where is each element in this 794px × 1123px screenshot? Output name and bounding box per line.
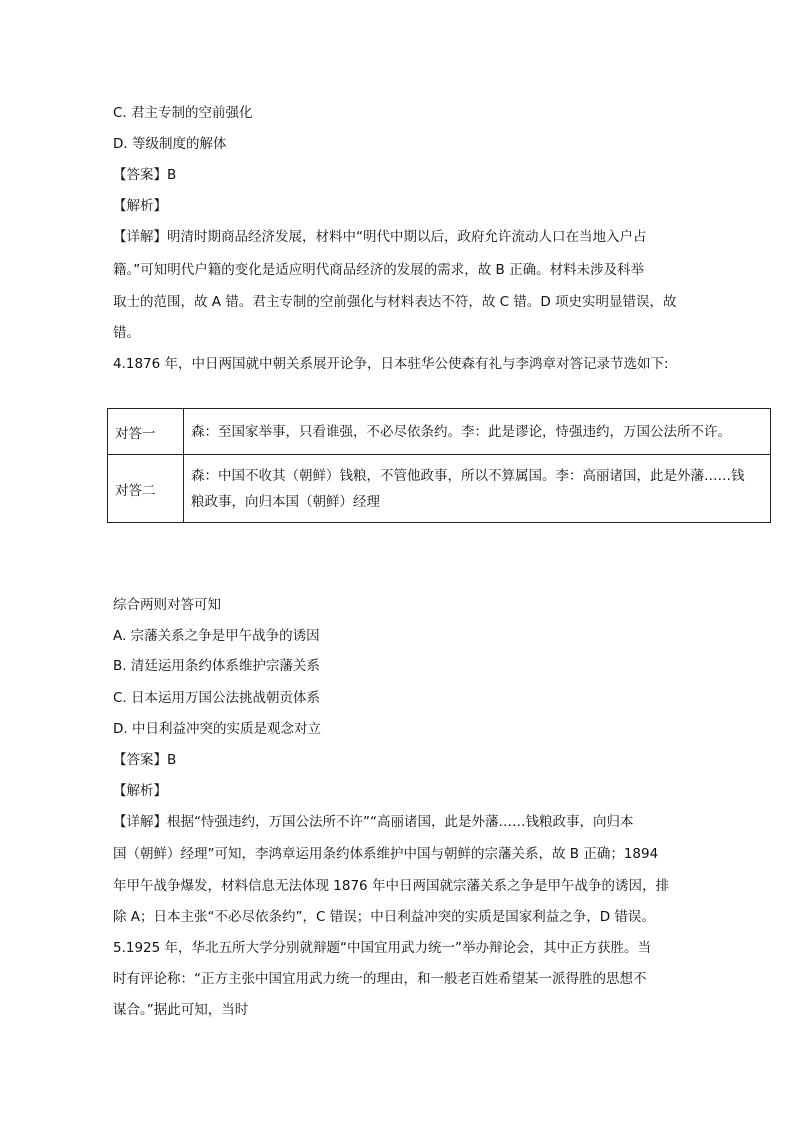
row-content <box>184 455 771 523</box>
q4-detail-line-2: 国（朝鲜）经理”可知，李鸿章运用条约体系维护中国与朝鲜的宗藩关系，故 B 正确；1894 <box>113 846 659 862</box>
q4-detail-line-1: 【详解】根据“恃强违约，万国公法所不许”“高丽诸国，此是外藩……钱粮政事，向归本 <box>113 814 634 830</box>
q4-answer: 【答案】B <box>113 752 177 768</box>
q4-prompt: 综合两则对答可知 <box>113 597 221 613</box>
dialogue-table <box>107 408 771 523</box>
q3-detail-line-2: 籍。”可知明代户籍的变化是适应明代商品经济的发展的需求，故 B 正确。材料未涉及科举 <box>113 262 645 278</box>
q4-option-a: A. 宗藩关系之争是甲午战争的诱因 <box>113 628 320 644</box>
q4-detail-line-3: 年甲午战争爆发，材料信息无法体现 1876 年中日两国就宗藩关系之争是甲午战争的诱因，排 <box>113 878 669 894</box>
row-content: 森：至国家举事，只看谁强，不必尽依条约。李：此是谬论，恃强违约，万国公法所不许。 <box>184 409 771 455</box>
row-label: 对答一 <box>108 409 184 455</box>
q4-detail-line-4: 除 A；日本主张“不必尽依条约”，C 错误；中日利益冲突的实质是国家利益之争，D 错误。 <box>113 909 655 925</box>
q3-detail-line-1: 【详解】明清时期商品经济发展，材料中“明代中期以后，政府允许流动人口在当地入户占 <box>113 229 647 245</box>
row-label: 对答二 <box>108 455 184 523</box>
q3-option-c: C. 君主专制的空前强化 <box>113 105 253 121</box>
q3-answer: 【答案】B <box>113 167 177 183</box>
table-row <box>108 455 771 523</box>
q4-option-b: B. 清廷运用条约体系维护宗藩关系 <box>113 658 320 674</box>
q5-stem-line-2: 时有评论称：“正方主张中国宜用武力统一的理由，和一般老百姓希望某一派得胜的思想不 <box>113 971 647 987</box>
q4-option-c: C. 日本运用万国公法挑战朝贡体系 <box>113 690 321 706</box>
q5-stem-line-3: 谋合。”据此可知，当时 <box>113 1002 249 1018</box>
row-content-line-1: 森：中国不收其（朝鲜）钱粮，不管他政事，所以不算属国。李：高丽诸国，此是外藩……钱 <box>191 467 745 484</box>
q4-option-d: D. 中日利益冲突的实质是观念对立 <box>113 721 321 737</box>
q3-detail-line-4: 错。 <box>113 325 140 341</box>
q3-detail-line-3: 取士的范围，故 A 错。君主专制的空前强化与材料表达不符，故 C 错。D 项史实明显错误，故 <box>113 294 677 310</box>
q4-analysis-label: 【解析】 <box>113 783 167 799</box>
row-content-line-2: 粮政事，向归本国（朝鲜）经理 <box>191 493 380 510</box>
q5-stem-line-1: 5.1925 年，华北五所大学分别就辩题“中国宜用武力统一”举办辩论会，其中正方获胜。当 <box>113 940 652 956</box>
q3-analysis-label: 【解析】 <box>113 198 167 214</box>
q3-option-d: D. 等级制度的解体 <box>113 136 227 152</box>
q4-stem: 4.1876 年，中日两国就中朝关系展开论争，日本驻华公使森有礼与李鸿章对答记录节选如下: <box>113 356 669 372</box>
table-row <box>108 409 771 455</box>
